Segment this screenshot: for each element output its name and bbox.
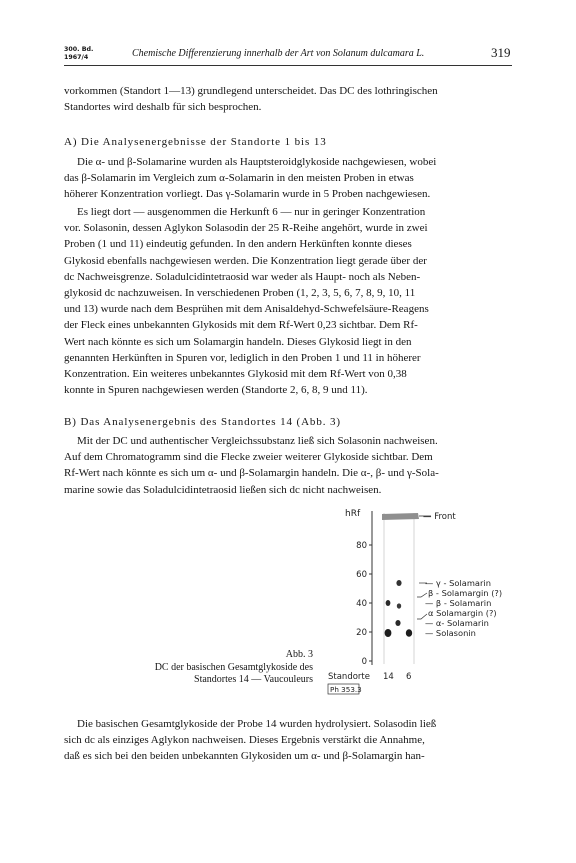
text-line: höherer Konzentration vorliegt. Das γ-Solamarin wurde in 5 Proben nachgewiesen. (64, 188, 431, 201)
section-b-paragraph-1 (64, 433, 512, 498)
legend-alpha-solamarin: — α- Solamarin (425, 618, 489, 628)
lane-label-6: 6 (406, 672, 412, 682)
text-line: und 13) wurde nach dem Besprühen mit dem Anisaldehyd-Schwefelsäure-Reagens (64, 303, 429, 316)
text-line: Rf-Wert nach könnte es sich um α- und β-Solamargin handeln. Die α-, β- und γ-Sola- (64, 467, 439, 480)
volume-info (64, 46, 93, 62)
text-line: das β-Solamarin im Vergleich zum α-Solamarin in den meisten Proben in etwas (64, 172, 414, 185)
text-line: Die basischen Gesamtglykoside der Probe 14 wurden hydrolysiert. Solasodin ließ (77, 718, 437, 730)
spot-solasonin-lane14 (385, 629, 392, 637)
tick-label: 40 (356, 599, 367, 609)
text-line: konnte in Spuren nachgewiesen werden (Standorte 2, 6, 8, 9 und 11). (64, 384, 368, 397)
tick-label: 20 (356, 628, 367, 638)
legend-gamma-solamarin: — γ - Solamarin (425, 578, 491, 588)
section-a-paragraph-2 (64, 204, 512, 398)
solvent-front-band (382, 513, 419, 520)
page-number: 319 (491, 45, 511, 60)
lane-label-14: 14 (383, 672, 394, 682)
spot-lane14 (386, 600, 391, 606)
figure-caption-title: Abb. 3 (285, 649, 313, 660)
ref-code: Ph 353.3 (330, 685, 362, 694)
spot-alpha-solamarin (395, 620, 400, 626)
tick-label: 80 (356, 541, 367, 551)
tick-label: 0 (361, 657, 367, 667)
front-label: — Front (423, 512, 456, 522)
text-line: Mit der DC und authentischer Vergleichssubstanz ließ sich Solasonin nachweisen. (77, 435, 438, 447)
ref-code-box (328, 684, 359, 694)
spot-lane6 (397, 603, 401, 608)
section-b-heading: B) Das Analysenergebnis des Standortes 14 (Abb. 3) (64, 416, 341, 428)
spot-legend (417, 578, 502, 638)
intro-paragraph (64, 83, 512, 115)
text-line: Auf dem Chromatogramm sind die Flecke zweier weiterer Glykoside sichtbar. Dem (64, 451, 433, 464)
header-rule (64, 65, 512, 66)
text-line: Die α- und β-Solamarine wurden als Hauptsteroidglykoside nachgewiesen, wobei (77, 156, 437, 168)
legend-beta-solamargin: β - Solamargin (?) (428, 588, 503, 598)
text-line: vor. Solasonin, dessen Aglykon Solasodin der 25 R-Reihe angehört, wurde in zwei (64, 222, 428, 235)
legend-alpha-solamargin: α Solamargin (?) (428, 608, 497, 618)
text-line: Wert nach könnte es sich um Solamargin handeln. Dieses Glykosid liegt in den (64, 335, 412, 348)
text-line: der Fleck eines unbekannten Glykosids mit dem Rf-Wert 0,23 sichtbar. Dem Rf- (64, 319, 418, 332)
legend-beta-solamarin: — β - Solamarin (425, 598, 492, 608)
spot-solasonin-lane6 (406, 629, 412, 637)
section-a-paragraph-1 (64, 154, 512, 203)
figure-caption-line: Standortes 14 — Vaucouleurs (194, 674, 313, 685)
leader-line (417, 593, 427, 597)
text-line: dc Nachweisgrenze. Soladulcidintetraosid war weder als Haupt- noch als Neben- (64, 270, 421, 283)
year-issue-line: 1967/4 (64, 54, 89, 61)
spot-beta-solamargin (396, 580, 401, 586)
text-line: vorkommen (Standort 1—13) grundlegend unterscheidet. Das DC des lothringischen (64, 85, 438, 97)
outro-paragraph (64, 716, 512, 765)
y-ticks (356, 541, 372, 667)
text-line: Es liegt dort — ausgenommen die Herkunft 6 — nur in geringer Konzentration (77, 206, 426, 218)
figure-caption-line: DC der basischen Gesamtglykoside des (154, 662, 313, 673)
text-line: marine sowie das Soladulcidintetraosid ließen sich dc nicht nachweisen. (64, 483, 382, 496)
text-line: genannten Herkünften in Spuren vor, lediglich in den Proben 1 und 11 in höherer (64, 351, 421, 364)
leader-line (417, 614, 427, 619)
legend-solasonin: — Solasonin (425, 628, 476, 638)
text-line: daß es sich bei den beiden unbekannten Glykosiden um α- und β-Solamargin han- (64, 750, 425, 763)
text-line: Glykosid ebenfalls nachgewiesen werden. Die Konzentration liegt gerade über der (64, 254, 427, 267)
running-title: Chemische Differenzierung innerhalb der Art von Solanum dulcamara L. (132, 48, 425, 59)
tick-label: 60 (356, 570, 367, 580)
text-line: Proben (1 und 11) eindeutig gefunden. In den andern Herkünften konnte dieses (64, 238, 412, 251)
text-line: Konzentration. Ein weiteres unbekanntes Glykosid mit dem Rf-Wert von 0,38 (64, 368, 407, 381)
text-line: glykosid dc nachzuweisen. In verschiedenen Proben (1, 2, 3, 5, 6, 7, 8, 9, 10, 11 (64, 287, 416, 300)
section-a-heading: A) Die Analysenergebnisse der Standorte 1 bis 13 (64, 136, 327, 148)
volume-line: 300. Bd. (64, 46, 94, 53)
standorte-label: Standorte (328, 672, 370, 682)
text-line: sich dc als einziges Aglykon nachweisen. Dieses Ergebnis verstärkt die Annahme, (64, 734, 425, 747)
y-axis-label: hRf (345, 509, 361, 519)
text-line: Standortes wird deshalb für sich besprochen. (64, 101, 262, 114)
